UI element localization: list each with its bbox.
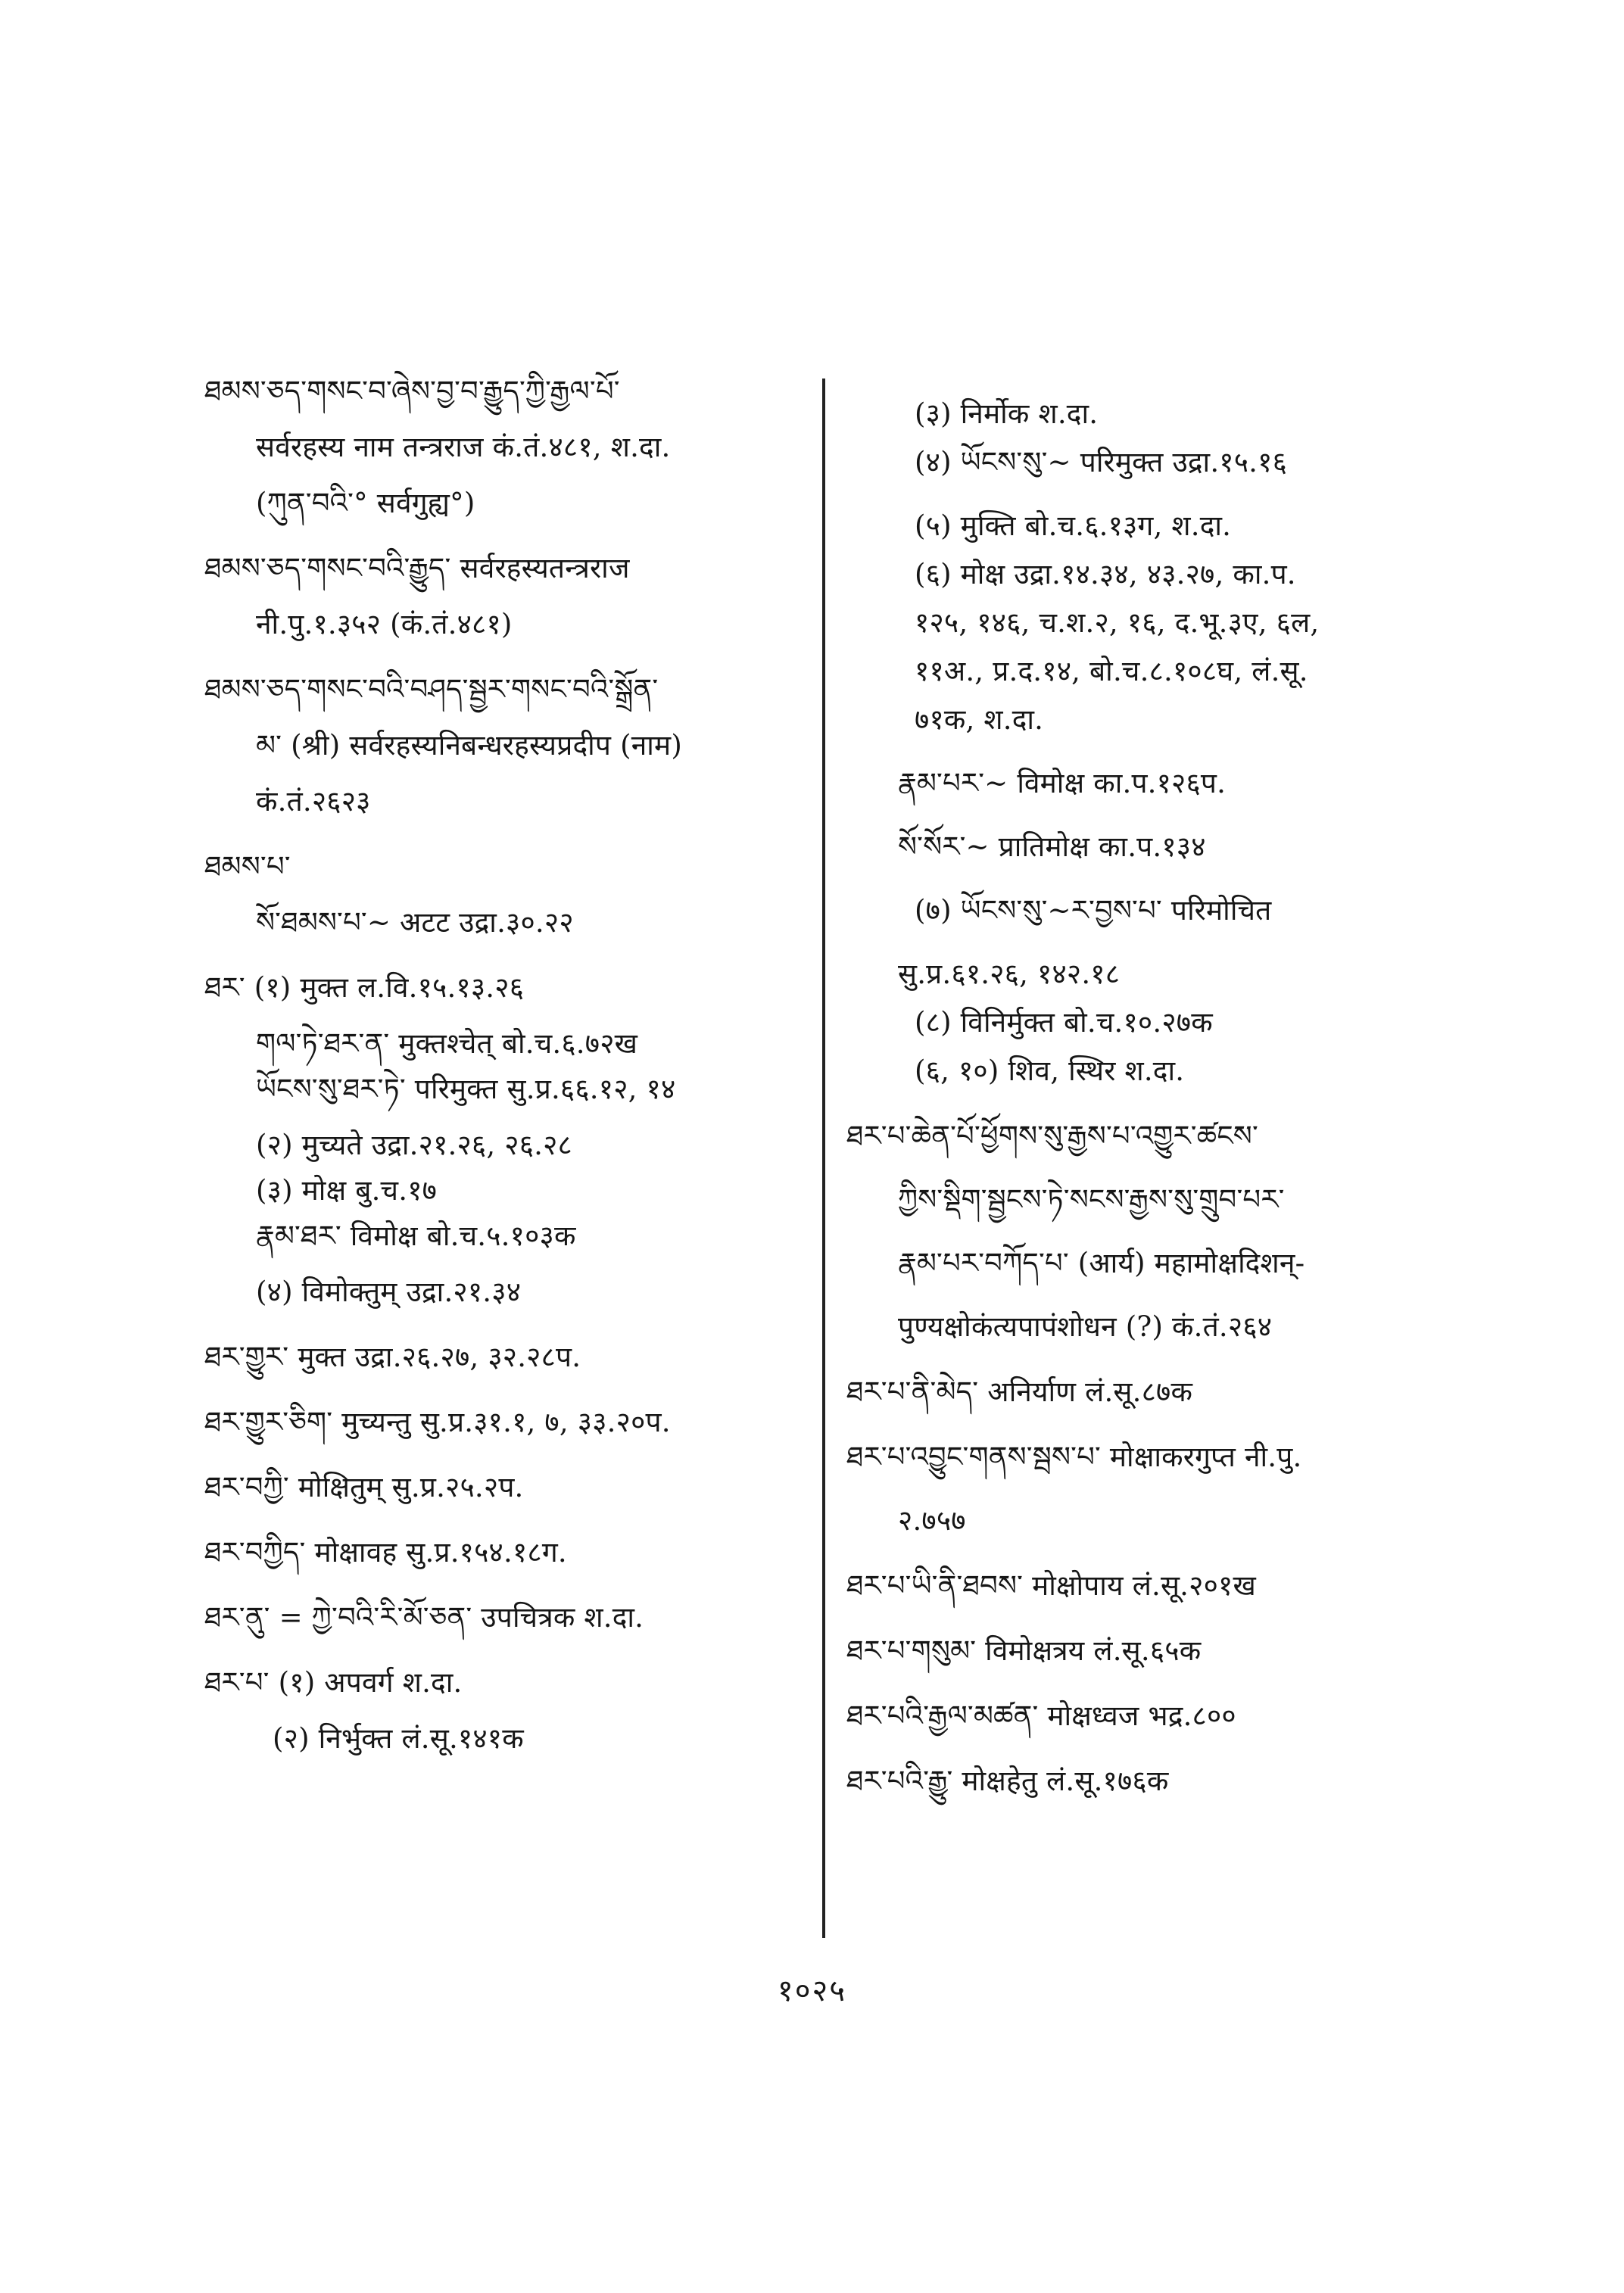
dictionary-headword-line: ཐར་ (१) मुक्त ल.वि.१५.१३.२६: [204, 971, 525, 1004]
dictionary-headword-line: ཐར་བཀྱིད་ मोक्षावह सु.प्र.१५४.१८ग.: [204, 1536, 567, 1569]
column-divider: [822, 379, 825, 1938]
dictionary-entry-line: (६, १०) शिव, स्थिर श.दा.: [915, 1055, 1185, 1087]
dictionary-entry-line: སོ་ཐམས་པ་~ अटट उद्रा.३०.२२: [256, 906, 574, 939]
dictionary-headword-line: ཐར་ནུ་ = ཀྱེ་བའི་རི་མོ་ཅན་ उपचित्रक श.दा.: [204, 1601, 644, 1634]
dictionary-entry-line: སོ་སོར་~ प्रातिमोक्ष का.प.१३४: [898, 830, 1206, 863]
dictionary-entry-line: १२५, १४६, च.श.२, १६, द.भू.३ए, ६ल,: [915, 606, 1320, 639]
dictionary-headword-line: ཐར་པའི་རྒྱལ་མཚན་ मोक्षध्वज भद्र.८००: [846, 1699, 1236, 1732]
page-number: १०२५: [777, 1974, 847, 2008]
dictionary-entry-line: རྣམ་པར་~ विमोक्ष का.प.१२६प.: [898, 767, 1227, 799]
dictionary-headword-line: ཐམས་པ་: [204, 850, 291, 883]
dictionary-entry-line: नी.पु.१.३५२ (कं.तं.४८१): [256, 608, 513, 640]
dictionary-headword-line: ཐར་བཀྱི་ मोक्षितुम् सु.प्र.२५.२प.: [204, 1471, 524, 1503]
dictionary-headword-line: ཐར་པ་ (१) अपवर्ग श.दा.: [204, 1666, 463, 1699]
dictionary-entry-line: ७१क, श.दा.: [915, 703, 1044, 736]
dictionary-headword-line: ཐར་གྱུར་ मुक्त उद्रा.२६.२७, ३२.२८प.: [204, 1341, 581, 1373]
dictionary-entry-line: ११अ., प्र.द.१४, बो.च.८.१०८घ, लं.सू.: [915, 655, 1308, 687]
dictionary-entry-line: (४) ཡོངས་སུ་~ परिमुक्त उद्रा.१५.१६: [915, 446, 1288, 478]
dictionary-entry-line: ཡོངས་སུ་ཐར་ཏེ་ परिमुक्त सु.प्र.६६.१२, १४: [256, 1073, 676, 1105]
dictionary-entry-line: (७) ཡོངས་སུ་~ར་བྱས་པ་ परिमोचित: [915, 894, 1272, 927]
dictionary-entry-line: कं.तं.२६२३: [256, 785, 371, 818]
right-column: [846, 371, 1452, 1802]
dictionary-entry-line: (२) निर्भुक्त लं.सू.१४१क: [273, 1722, 524, 1755]
dictionary-entry-line: གལ་ཏེ་ཐར་ན་ मुक्तश्चेत् बो.च.६.७२ख: [256, 1027, 638, 1060]
dictionary-entry-line: རྣམ་ཐར་ विमोक्ष बो.च.५.१०३क: [256, 1220, 576, 1252]
dictionary-entry-line: २.७५७: [898, 1504, 966, 1537]
dictionary-headword-line: ཐར་པ་ནི་མེད་ अनिर्याण लं.सू.८७क: [846, 1375, 1193, 1408]
dictionary-entry-line: མ་ (श्री) सर्वरहस्यनिबन्धरहस्यप्रदीप (नाम): [256, 729, 682, 762]
dictionary-entry-line: (४) विमोक्तुम् उद्रा.२१.३४: [256, 1276, 522, 1308]
dictionary-entry-line: (३) मोक्ष बु.च.१७: [256, 1174, 438, 1207]
dictionary-entry-line: सु.प्र.६१.२६, १४२.१८: [898, 958, 1121, 990]
dictionary-headword-line: ཐམས་ཅད་གསང་བའི་རྒྱུད་ सर्वरहस्यतन्त्रराज: [204, 552, 630, 584]
dictionary-entry-line: (८) विनिर्मुक्त बो.च.१०.२७क: [915, 1006, 1213, 1039]
dictionary-entry-line: (६) मोक्ष उद्रा.१४.३४, ४३.२७, का.प.: [915, 558, 1296, 590]
dictionary-entry-line: (५) मुक्ति बो.च.६.१३ग, श.दा.: [915, 509, 1232, 542]
dictionary-entry-line: सर्वरहस्य नाम तन्त्रराज कं.तं.४८१, श.दा.: [256, 431, 671, 463]
dictionary-headword-line: ཐར་པ་ཡི་ནི་ཐབས་ मोक्षोपाय लं.सू.२०१ख: [846, 1569, 1256, 1602]
dictionary-headword-line: ཐར་པ་གསུམ་ विमोक्षत्रय लं.सू.६५क: [846, 1634, 1202, 1667]
dictionary-headword-line: ཐར་གྱུར་ཅིག་ मुच्यन्तु सु.प्र.३१.१, ७, ३३.२०प.: [204, 1406, 671, 1438]
dictionary-headword-line: ཐམས་ཅད་གསང་བ་ཞེས་བྱ་བ་རྒྱུད་ཀྱི་རྒྱལ་པོ་: [204, 375, 620, 407]
left-column: [204, 371, 810, 1759]
dictionary-entry-line: (२) मुच्यते उद्रा.२१.२६, २६.२८: [256, 1129, 572, 1161]
dictionary-headword-line: ཐམས་ཅད་གསང་བའི་བཤད་སྦྱར་གསང་བའི་སྒྲོན་: [204, 673, 659, 706]
dictionary-entry-line: ཀྱིས་སྡིག་སྦྱངས་ཏེ་སངས་རྒྱས་སུ་གྲུབ་པར་: [898, 1183, 1285, 1216]
dictionary-entry-line: पुण्यक्षोकंत्यपापंशोधन (?) कं.तं.२६४: [898, 1310, 1273, 1343]
dictionary-headword-line: ཐར་པ་ཆེན་པོ་ཕྱོགས་སུ་རྒྱས་པ་འགྱུར་ཚངས་: [846, 1120, 1258, 1152]
dictionary-entry-line: རྣམ་པར་བཀོད་པ་ (आर्य) महामोक्षदिशन्-: [898, 1247, 1305, 1279]
dictionary-headword-line: ཐར་པ་འབྱུང་གནས་སྦས་པ་ मोक्षाकरगुप्त नी.पु.: [846, 1441, 1302, 1473]
dictionary-entry-line: (३) निर्मोक श.दा.: [915, 397, 1099, 430]
dictionary-entry-line: (ཀུན་བའི་° सर्वगुह्य°): [256, 487, 475, 519]
dictionary-headword-line: ཐར་པའི་རྒྱུ་ मोक्षहेतु लं.सू.१७६क: [846, 1765, 1169, 1797]
